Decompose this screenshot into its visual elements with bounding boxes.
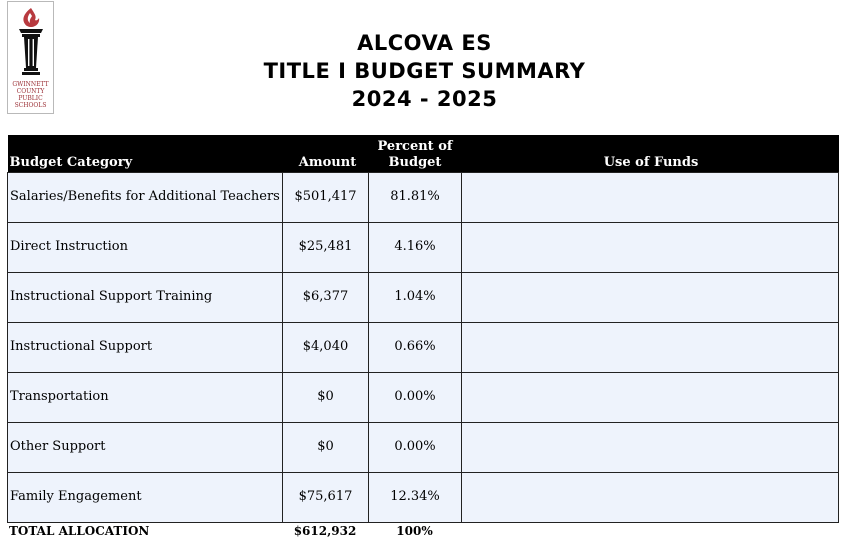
table-row	[8, 322, 839, 372]
budget-table	[7, 135, 839, 523]
table-row	[8, 372, 839, 422]
document-header	[0, 29, 849, 113]
percent-cell: 0.00%	[369, 422, 462, 472]
column-header-percent: Percent of Budget	[369, 135, 462, 172]
table-row	[8, 422, 839, 472]
use-of-funds-cell	[462, 372, 839, 422]
table-row	[8, 222, 839, 272]
total-amount: $612,932	[293, 524, 357, 538]
category-cell: Other Support	[8, 422, 283, 472]
category-cell: Direct Instruction	[8, 222, 283, 272]
table-row	[8, 172, 839, 222]
school-year: 2024 - 2025	[351, 87, 498, 111]
percent-cell: 0.00%	[369, 372, 462, 422]
category-cell: Instructional Support Training	[8, 272, 283, 322]
category-cell: Family Engagement	[8, 472, 283, 522]
amount-cell: $75,617	[283, 472, 369, 522]
total-percent: 100%	[396, 524, 433, 538]
table-row	[8, 272, 839, 322]
percent-cell: 81.81%	[369, 172, 462, 222]
table-row	[8, 472, 839, 522]
category-cell: Instructional Support	[8, 322, 283, 372]
amount-cell: $501,417	[283, 172, 369, 222]
use-of-funds-cell	[462, 272, 839, 322]
amount-cell: $6,377	[283, 272, 369, 322]
column-header-amount: Amount	[283, 135, 369, 172]
amount-cell: $4,040	[283, 322, 369, 372]
table-header-row	[8, 135, 839, 172]
use-of-funds-cell	[462, 422, 839, 472]
percent-cell: 4.16%	[369, 222, 462, 272]
use-of-funds-cell	[462, 322, 839, 372]
percent-cell: 1.04%	[369, 272, 462, 322]
document-title: TITLE I BUDGET SUMMARY	[263, 59, 586, 83]
total-label: TOTAL ALLOCATION	[9, 524, 150, 538]
logo-text: GWINNETT COUNTY PUBLIC SCHOOLS	[12, 81, 49, 109]
category-cell: Salaries/Benefits for Additional Teachers	[8, 172, 283, 222]
percent-cell: 0.66%	[369, 322, 462, 372]
use-of-funds-cell	[462, 222, 839, 272]
column-header-category: Budget Category	[8, 135, 283, 172]
amount-cell: $0	[283, 422, 369, 472]
category-cell: Transportation	[8, 372, 283, 422]
use-of-funds-cell	[462, 172, 839, 222]
column-header-use-of-funds: Use of Funds	[462, 135, 839, 172]
amount-cell: $0	[283, 372, 369, 422]
total-allocation-row	[7, 522, 838, 542]
school-name: ALCOVA ES	[357, 31, 492, 55]
use-of-funds-cell	[462, 472, 839, 522]
amount-cell: $25,481	[283, 222, 369, 272]
percent-cell: 12.34%	[369, 472, 462, 522]
